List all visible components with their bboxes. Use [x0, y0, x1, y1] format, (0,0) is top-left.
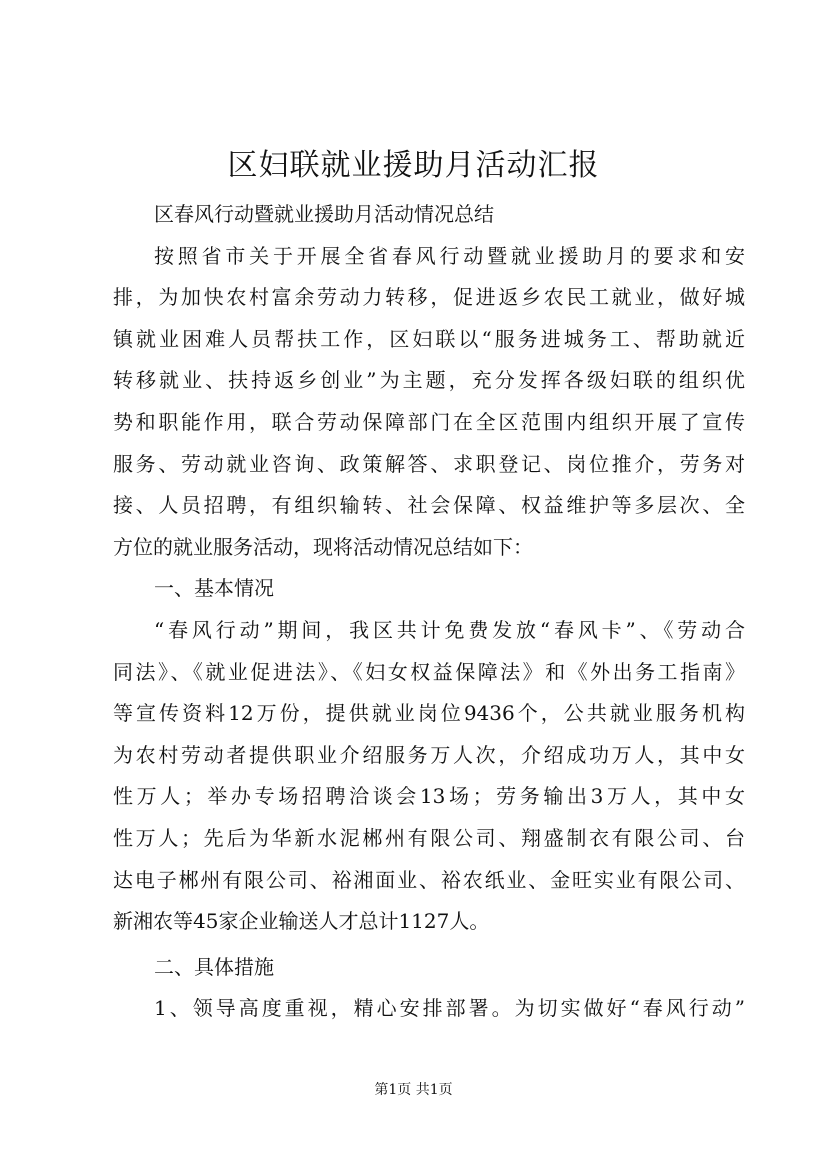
- document-body: [113, 194, 745, 1030]
- paragraph-line: 新湘农等45家企业输送人才总计1127人。: [113, 909, 490, 934]
- paragraph-line: 转移就业、扶持返乡创业”为主题，充分发挥各级妇联的组织优: [113, 368, 745, 393]
- subtitle-line: 区春风行动暨就业援助月活动情况总结: [154, 202, 494, 226]
- paragraph-line: 排，为加快农村富余劳动力转移，促进返乡农民工就业，做好城: [113, 285, 745, 310]
- paragraph-line: 同法》、《就业促进法》、《妇女权益保障法》和《外出务工指南》: [113, 659, 745, 684]
- section-heading: 一、基本情况: [154, 576, 274, 601]
- document-title: 区妇联就业援助月活动汇报: [227, 148, 600, 183]
- paragraph-line: 性万人；举办专场招聘洽谈会13场；劳务输出3万人，其中女: [113, 784, 745, 809]
- paragraph-line: 接、人员招聘，有组织输转、社会保障、权益维护等多层次、全: [113, 493, 745, 518]
- paragraph-line: 服务、劳动就业咨询、政策解答、求职登记、岗位推介，劳务对: [113, 451, 745, 476]
- section-heading: 二、具体措施: [154, 954, 274, 979]
- paragraph-line: 达电子郴州有限公司、裕湘面业、裕农纸业、金旺实业有限公司、: [113, 867, 745, 892]
- paragraph-line: 等宣传资料12万份，提供就业岗位9436个，公共就业服务机构: [113, 701, 745, 726]
- paragraph-line: “春风行动”期间，我区共计免费发放“春风卡”、《劳动合: [154, 617, 745, 642]
- page-number: 第1页 共1页: [374, 1082, 453, 1098]
- paragraph-line: 镇就业困难人员帮扶工作，区妇联以“服务进城务工、帮助就近: [113, 326, 745, 351]
- paragraph-line: 1、领导高度重视，精心安排部署。为切实做好“春风行动”: [154, 996, 745, 1021]
- paragraph-line: 按照省市关于开展全省春风行动暨就业援助月的要求和安: [154, 243, 745, 268]
- paragraph-line: 性万人；先后为华新水泥郴州有限公司、翔盛制衣有限公司、台: [113, 825, 745, 850]
- paragraph-line: 为农村劳动者提供职业介绍服务万人次，介绍成功万人，其中女: [113, 742, 745, 767]
- paragraph-line: 势和职能作用，联合劳动保障部门在全区范围内组织开展了宣传: [113, 409, 745, 434]
- paragraph-line: 方位的就业服务活动，现将活动情况总结如下：: [113, 534, 533, 559]
